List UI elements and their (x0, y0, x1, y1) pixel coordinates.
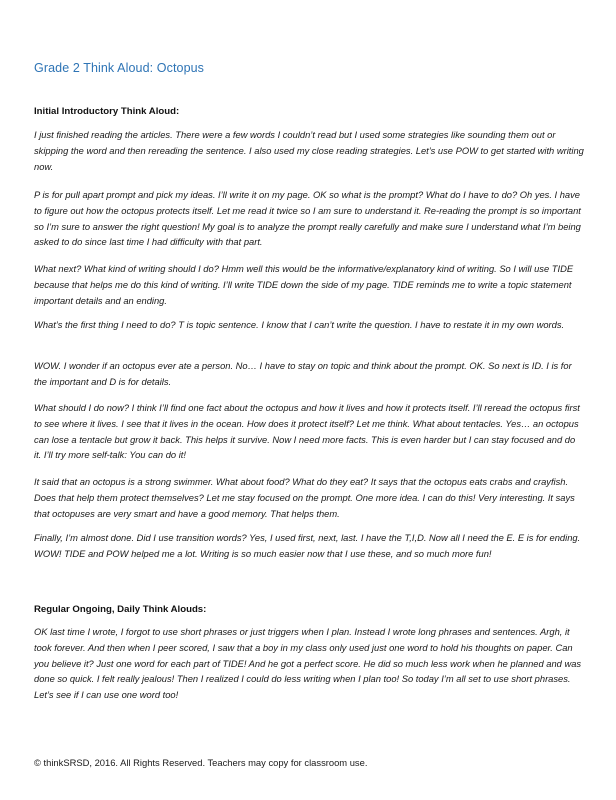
paragraph: P is for pull apart prompt and pick my ideas. I’ll write it on my page. OK so what is the prompt? What do I have to do? Oh yes. I have to figure out how the octopus protects itself. Let me read it twice so I am sure to understand it. Re-reading the prompt is so important so I’m sure to answer the right question! My goal is to analyze the prompt really carefully and make sure I understand what I’m being asked to do since last time I had difficulty with that part. (34, 190, 581, 248)
paragraph: What’s the first thing I need to do? T is topic sentence. I know that I can’t write the question. I have to restate it in my own words. (34, 320, 565, 330)
paragraph: WOW. I wonder if an octopus ever ate a person. No… I have to stay on topic and think about the prompt. OK. So next is ID. I is for the important and D is for details. (34, 361, 572, 387)
paragraph: OK last time I wrote, I forgot to use short phrases or just triggers when I plan. Instead I wrote long phrases and sentences. Argh, it took forever. And then when I peer scored, I saw that a boy in my class only used just one word to hold his thoughts on paper. Can you believe it? Just one word for each part of TIDE! And he got a perfect score. He did so much less work when he planned and was done so quick. I felt really jealous! Then I realized I could do less writing when I plan too! So today I’m all set to use short phrases. Let’s see if I can use one word too! (34, 627, 582, 701)
section-heading-initial: Initial Introductory Think Aloud: (34, 106, 180, 117)
section-heading-ongoing: Regular Ongoing, Daily Think Alouds: (34, 604, 207, 615)
copyright-footer: © thinkSRSD, 2016. All Rights Reserved. Teachers may copy for classroom use. (34, 757, 368, 768)
paragraph: It said that an octopus is a strong swimmer. What about food? What do they eat? It says that the octopus eats crabs and crayfish. Does that help them protect themselves? Let me stay focused on the prompt. One more idea. I can do this! Very interesting. It says that octopuses are very smart and have a good memory. That helps them. (34, 477, 575, 519)
paragraph: Finally, I’m almost done. Did I use transition words? Yes, I used first, next, last. I have the T,I,D. Now all I need the E. E is for ending. WOW! TIDE and POW helped me a lot. Writing is so much easier now that I use these, and so much more fun! (34, 533, 581, 559)
paragraph: What next? What kind of writing should I do? Hmm well this would be the informative/explanatory kind of writing. So I will use TIDE because that helps me do this kind of writing. I’ll write TIDE down the side of my page. TIDE reminds me to write a topic statement important details and an ending. (34, 264, 574, 306)
page-title: Grade 2 Think Aloud: Octopus (34, 61, 205, 75)
paragraph: I just finished reading the articles. There were a few words I couldn’t read but I used some strategies like sounding them out or skipping the word and then rereading the sentence. I also used my close reading strategies. Let’s use POW to get started with writing now. (34, 130, 584, 172)
paragraph: What should I do now? I think I’ll find one fact about the octopus and how it lives and how it protects itself. I’ll reread the octopus first to see where it lives. I see that it lives in the ocean. How does it protect itself? Let me think. What about tentacles. Yes… an octopus can lose a tentacle but grow it back. This helps it survive. Now I need more facts. This is even harder but I can stay focused and do it. I’ll try more self-talk: You can do it! (34, 403, 580, 461)
